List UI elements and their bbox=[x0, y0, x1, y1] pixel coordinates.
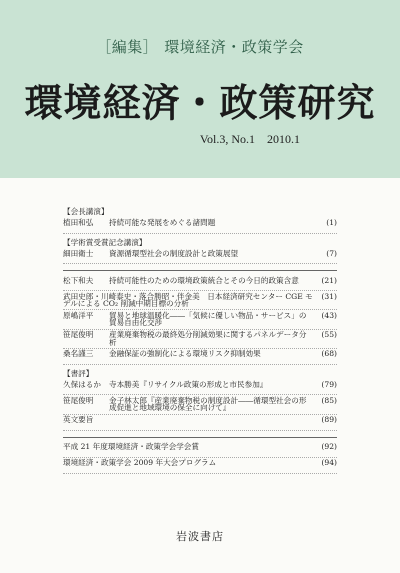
entry-author: 笹尾俊明 bbox=[63, 395, 94, 405]
toc-entry bbox=[63, 415, 337, 431]
entry-title: 環境経済・政策学会 2009 年大会プログラム bbox=[63, 458, 217, 468]
toc-entry bbox=[63, 310, 337, 329]
toc-entry bbox=[63, 330, 337, 349]
divider bbox=[63, 270, 337, 271]
section-label-award: 【学術賞受賞記念講演】 bbox=[63, 237, 147, 247]
entry-title: 金融保証の強制化による環境リスク抑制効果 bbox=[109, 349, 261, 359]
editor-line bbox=[0, 36, 400, 57]
toc-entry bbox=[63, 442, 337, 458]
entry-title: 平成 21 年度環境経済・政策学会学会賞 bbox=[63, 442, 199, 452]
entry-page: (68) bbox=[321, 349, 337, 359]
entry-author: 細田衛士 bbox=[63, 248, 94, 258]
entry-title bbox=[63, 293, 319, 308]
entry-page: (94) bbox=[321, 458, 337, 468]
entry-title: 貿易と地球温暖化――「気候に優しい物品・サービス」の貿易自由化交渉 bbox=[109, 310, 307, 328]
toc-entry bbox=[63, 349, 337, 365]
toc-entry bbox=[63, 218, 337, 234]
editor-prefix: ［編集］ bbox=[96, 38, 159, 56]
entry-author: 武田史郎・川崎泰史・落合勝昭・伴金美 bbox=[63, 291, 200, 301]
toc-entry bbox=[63, 379, 337, 395]
divider bbox=[63, 437, 337, 438]
toc-entry bbox=[63, 458, 337, 474]
entry-page: (21) bbox=[321, 275, 337, 285]
entry-author: 笹尾俊明 bbox=[63, 330, 94, 340]
entry-title: 寺本勝美『リサイクル政策の形成と市民参加』 bbox=[109, 379, 268, 389]
entry-page: (79) bbox=[321, 379, 337, 389]
table-of-contents bbox=[63, 206, 337, 474]
entry-title: 金子林太郎『産業廃棄物税の制度設計――循環型社会の形成促進と地域環境の保全に向けて』 bbox=[109, 395, 307, 413]
editor-name: 環境経済・政策学会 bbox=[164, 38, 304, 56]
volume-info: Vol.3, No.1 2010.1 bbox=[199, 132, 300, 146]
publisher-name: 岩波書店 bbox=[176, 530, 224, 543]
entry-page: (31) bbox=[321, 291, 337, 301]
entry-author: 久保はるか bbox=[63, 379, 101, 389]
entry-title: 資源循環型社会の制度設計と政策展望 bbox=[109, 248, 239, 258]
journal-title: 環境経済・政策研究 bbox=[24, 80, 376, 125]
entry-title: 持続可能性のための環境政策統合とその今日的政策含意 bbox=[109, 275, 299, 285]
entry-title-text: 日本経済研究センター CGE モデルによる CO₂ 削減中期目標の分析 bbox=[63, 291, 313, 309]
entry-page: (85) bbox=[321, 395, 337, 405]
entry-author: 原嶋洋平 bbox=[63, 310, 94, 320]
entry-page: (1) bbox=[326, 218, 337, 228]
entry-author: 英文要旨 bbox=[63, 415, 94, 425]
entry-author: 桑名謹三 bbox=[63, 349, 94, 359]
entry-page: (55) bbox=[321, 330, 337, 340]
section-label-presidential: 【会長講演】 bbox=[63, 207, 109, 216]
toc-entry bbox=[63, 291, 337, 310]
entry-title: 産業廃棄物税の最終処分削減効果に関するパネルデータ分析 bbox=[109, 330, 307, 347]
entry-title: 持続可能な発展をめぐる諸問題 bbox=[109, 218, 216, 228]
section-label-review: 【書評】 bbox=[63, 368, 94, 378]
entry-page: (7) bbox=[326, 248, 337, 258]
toc-entry bbox=[63, 248, 337, 264]
entry-author: 松下和夫 bbox=[63, 275, 94, 285]
toc-entry bbox=[63, 275, 337, 291]
entry-page: (43) bbox=[321, 310, 337, 320]
toc-entry bbox=[63, 395, 337, 414]
entry-page: (92) bbox=[321, 442, 337, 452]
entry-author: 植田和弘 bbox=[63, 218, 94, 228]
entry-page: (89) bbox=[321, 415, 337, 425]
